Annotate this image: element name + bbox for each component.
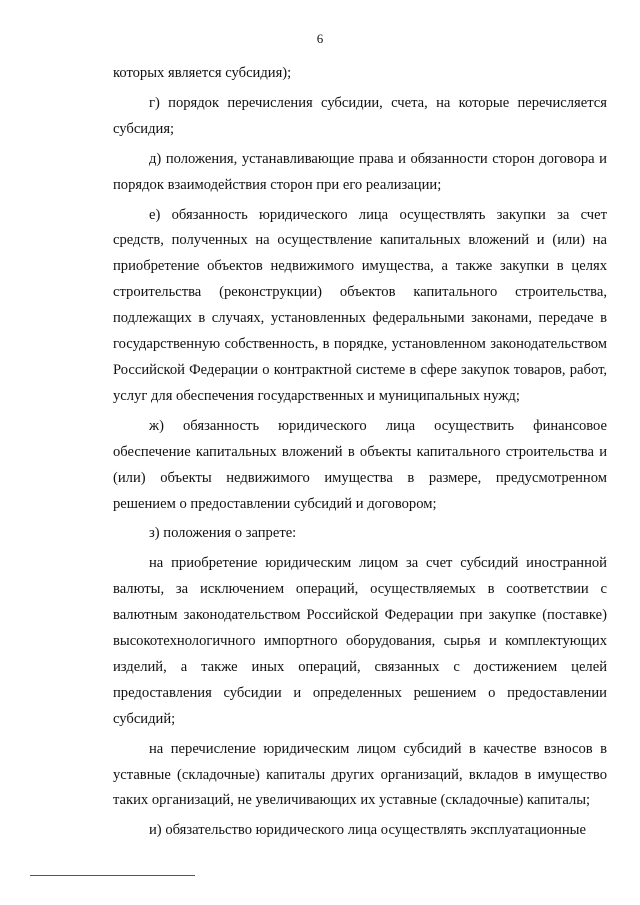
paragraph-g: г) порядок перечисления субсидии, счета, на которые перечисляется субсидия; [113,94,607,137]
paragraph-e: е) обязанность юридического лица осуществлять закупки за счет средств, полученных на осуществление капитальных вложений и (или) на приобретение объектов недвижимого имущества, а также закупки в целях строительства (реконструкции) объектов капитального строительства, подлежащих в случаях, установленных федеральными законами, передаче в государственную собственность, в порядке, установленном законодательством Российской Федерации о контрактной системе в сфере закупок товаров, работ, услуг для обеспечения государственных и муниципальных нужд; [113,206,607,404]
paragraph-continuation: которых является субсидия); [113,65,292,81]
paragraph-transfer-ban: на перечисление юридическим лицом субсидий в качестве взносов в уставные (складочные) капиталы других организаций, вкладов в имущество таких организаций, не увеличивающих их уставные (складочные) капиталы; [113,740,607,809]
paragraph-zh: ж) обязанность юридического лица осуществить финансовое обеспечение капитальных вложений в объекты капитального строительства и (или) объекты недвижимого имущества в размере, предусмотренном решением о предоставлении субсидий и договором; [113,417,607,512]
paragraph-d: д) положения, устанавливающие права и обязанности сторон договора и порядок взаимодействия сторон при его реализации; [113,150,607,193]
footer-divider [30,875,195,876]
page-number: 6 [316,31,324,46]
document-body [113,61,607,848]
paragraph-i: и) обязательство юридического лица осуществлять эксплуатационные [149,822,586,839]
paragraph-currency-ban: на приобретение юридическим лицом за счет субсидий иностранной валюты, за исключением операций, осуществляемых в соответствии с валютным законодательством Российской Федерации при закупке (поставке) высокотехнологичного импортного оборудования, сырья и комплектующих изделий, а также иных операций, связанных с достижением целей предоставления субсидии и определенных решением о предоставлении субсидий; [113,555,607,727]
paragraph-z: з) положения о запрете: [149,525,297,542]
